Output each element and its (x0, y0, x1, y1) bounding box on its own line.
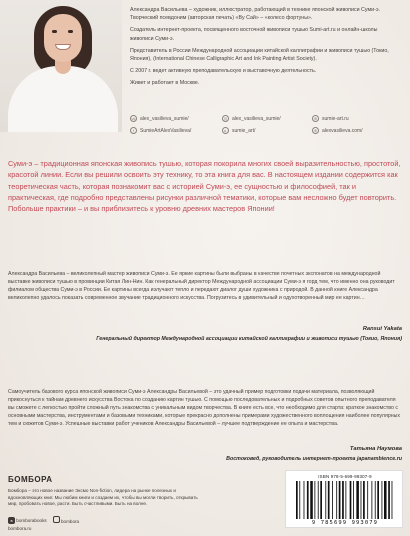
social-link-instagram[interactable] (222, 115, 312, 122)
vk-icon: в (8, 517, 15, 524)
barcode-digits: 9 785699 993079 (311, 520, 379, 526)
vk-link[interactable]: в bomborabooks (8, 517, 47, 524)
bio-paragraph: С 2007 г. ведет активную преподавательскую и выставочную деятельность. (130, 68, 317, 75)
barcode (296, 481, 394, 519)
isbn-number: ISBN 978-5-699-99307-9 (318, 474, 372, 479)
bio-paragraph: Создатель интернет-проекта, посвященного восточной живописи тушью Sumi-art.ru и онлайн-школы живописи Суми-э. (130, 27, 378, 42)
reviewer-name: Ransui Yakata (362, 326, 402, 332)
bio-paragraph: Александра Васильева – художник, иллюстратор, работающий в технике японской живописи Суми-э. Творческий псевдоним (авторская печать) «Ву Сай» – «колесо фортуны». (130, 7, 381, 22)
barcode-panel (285, 470, 403, 528)
publisher-description: Бомбора – это новое название Эксмо Non-fiction, лидера на рынке полезных и вдохновляющих книг. Мы любим книги и создаем их, чтобы вы могли творить, открывать мир, пробовать новое, расти. Быть счастливыми. Быть на волне. (8, 488, 198, 506)
globe-icon: ⊕ (313, 128, 318, 133)
reviewer-name: Татьяна Наумова (349, 446, 402, 452)
instagram-icon: ◎ (223, 116, 228, 121)
vk-icon: vk (131, 116, 136, 121)
social-link-website[interactable] (312, 115, 402, 122)
youtube-icon: ▸ (222, 127, 229, 134)
review-text: Самоучитель базового курса японской живописи Суми-э Александры Васильевой – это удачный пример подготовки подачи материала, позволяющий прикоснуться к тайнам древнего искусства Востока по созданию картин тушью. С помощью последовательных и подробных советов опытного преподавателя вы сможете с легкостью пройти сложный путь знакомства с уникальным видом творчества. В книге есть все, что необходимо для старта: краткое знакомство с основными мастерства, инструментами и базовыми техниками, которые прекрасно дополнены примерами художественного воплощения наиболее популярных тем и сюжетов Суми-э. Успешные выставки работ учеников Александры Васильевой – лучшее подтверждение ее опыта и мастерства. (8, 389, 401, 428)
social-link-vk[interactable] (130, 115, 222, 122)
social-link-youtube[interactable] (222, 127, 312, 134)
social-label: alexvasilieva.com/ (322, 127, 363, 134)
social-label: sumie_art/ (232, 127, 256, 134)
facebook-icon: f (130, 127, 137, 134)
publisher-logo: БОМБОРА (8, 475, 53, 484)
publisher-contacts (8, 516, 79, 524)
review-text: Александра Васильева – великолепный мастер живописи Суми-э. Ее яркие картины были выбраны в качестве почетных экспонатов на международной выставке живописи тушью в провинции Китая Лин-Нин. Как генеральный директор Международной ассоциации Суми-э я горд тем, что именно она руководит филиалом общества Суми-э в России. Ее картины всегда излучают тепло и передают диалог души художника с природой. В данной книге Александра великолепно удалось показать современное звучание традиционного искусства. Погрузитесь в удивительный и одухотворенный мир ее картин… (8, 271, 395, 302)
reviewer-role: Востоковед, руководитель интернет-проекта japanambience.ru (226, 456, 402, 462)
globe-icon: ⊕ (313, 116, 318, 121)
publisher-site[interactable]: bombora.ru (8, 526, 32, 531)
social-link-site[interactable] (312, 127, 402, 134)
bio-paragraph: Живет и работает в Москве. (130, 80, 200, 87)
social-label: alex_vasilieva_sumie/ (232, 115, 281, 122)
instagram-link[interactable]: bombora (53, 516, 79, 524)
reviewer-role: Генеральный директор Международной ассоциации китайской каллиграфии и живописи тушью (Токио, Япония) (96, 336, 402, 342)
author-photo (0, 0, 122, 132)
social-link-facebook[interactable] (130, 127, 222, 134)
social-label: alex_vasilieva_sumie/ (140, 115, 189, 122)
author-bio (130, 6, 402, 91)
bio-paragraph: Представитель в России Международной ассоциации китайской каллиграфии и живописи тушью (Токио, Япония), (International Chinese Calligraphic Art and Ink Painting Artist Society). (130, 47, 389, 63)
social-links (130, 115, 402, 134)
book-description: Суми-э – традиционная японская живопись тушью, которая покорила многих своей выразительностью, простотой, красотой линии. Если вы решили освоить эту технику, то эта книга для вас. В настоящем издании содержится как теоретическая часть, которая познакомит вас с историей Суми-э, ее сущностью и философией, так и практическая, где подробно представлены рисунки различной тематики, которые вам несложно будет повторить. Побольше практики – и вы приблизитесь к уровню древних мастеров Японии! (8, 159, 401, 214)
social-label: SumieArtAlexVasilieva/ (140, 127, 192, 134)
social-label: sumie-art.ru (322, 115, 349, 122)
instagram-icon (53, 516, 60, 523)
